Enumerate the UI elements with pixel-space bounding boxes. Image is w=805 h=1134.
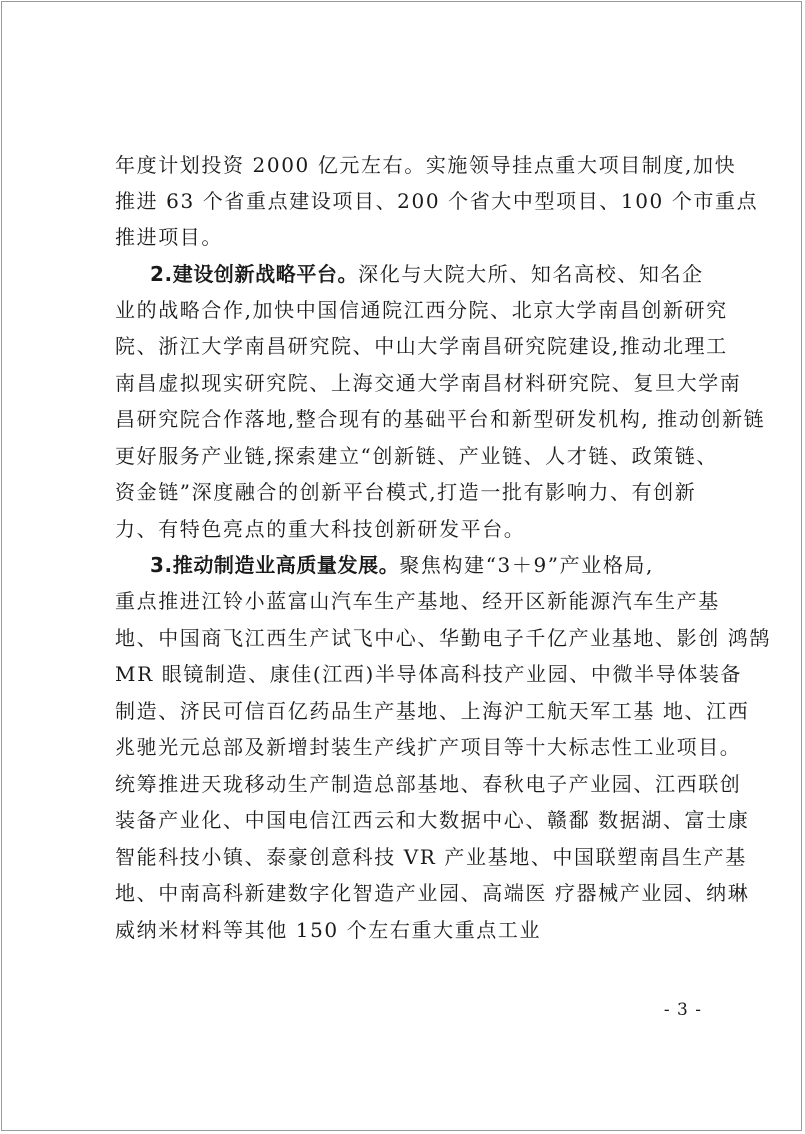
text-line: 推进 63 个省重点建设项目、200 个省大中型项目、100 个市重点: [115, 189, 759, 213]
text-line: 统筹推进天珑移动生产制造总部基地、春秋电子产业园、江西联创: [115, 772, 742, 796]
text-line: 昌研究院合作落地,整合现有的基础平台和新型研发机构, 推动创新链: [115, 407, 766, 431]
text-line: 威纳米材料等其他 150 个左右重大重点工业: [115, 918, 542, 942]
paragraph-2-first-line: [150, 260, 704, 288]
text-line: 更好服务产业链,探索建立“创新链、产业链、人才链、政策链、: [115, 444, 718, 468]
text-line: 业的战略合作,加快中国信通院江西分院、北京大学南昌创新研究: [115, 298, 728, 322]
paragraph-3-first-line: [150, 551, 654, 579]
text-line: 深化与大院大所、知名高校、知名企: [358, 262, 704, 286]
text-line: 地、中南高科新建数字化智造产业园、高端医 疗器械产业园、纳琳: [115, 881, 750, 905]
text-line: 南昌虚拟现实研究院、上海交通大学南昌材料研究院、复旦大学南: [115, 371, 742, 395]
text-line: 重点推进江铃小蓝富山汽车生产基地、经开区新能源汽车生产基: [115, 589, 720, 613]
page-number: - 3 -: [663, 1000, 702, 1020]
text-line: 智能科技小镇、泰豪创意科技 VR 产业基地、中国联塑南昌生产基: [115, 845, 747, 869]
text-line: 聚焦构建“3＋9”产业格局,: [399, 553, 654, 577]
text-line: 力、有特色亮点的重大科技创新研发平台。: [115, 517, 526, 541]
text-line: 兆驰光元总部及新增封装生产线扩产项目等十大标志性工业项目。: [115, 735, 742, 759]
text-line: 制造、济民可信百亿药品生产基地、上海沪工航天军工基 地、江西: [115, 699, 750, 723]
section-heading-3: 3.推动制造业高质量发展。: [150, 553, 400, 577]
text-line: 年度计划投资 2000 亿元左右。实施领导挂点重大项目制度,加快: [115, 153, 737, 177]
text-line: 地、中国商飞江西生产试飞中心、华勤电子千亿产业基地、影创 鸿鹄: [115, 626, 771, 650]
text-line: 装备产业化、中国电信江西云和大数据中心、赣鄱 数据湖、富士康: [115, 808, 750, 832]
text-line: 院、浙江大学南昌研究院、中山大学南昌研究院建设,推动北理工: [115, 334, 728, 358]
text-line: MR 眼镜制造、康佳(江西)半导体高科技产业园、中微半导体装备: [115, 662, 743, 686]
text-line: 推进项目。: [115, 225, 223, 249]
text-line: 资金链”深度融合的创新平台模式,打造一批有影响力、有创新: [115, 480, 697, 504]
section-heading-2: 2.建设创新战略平台。: [150, 262, 359, 286]
